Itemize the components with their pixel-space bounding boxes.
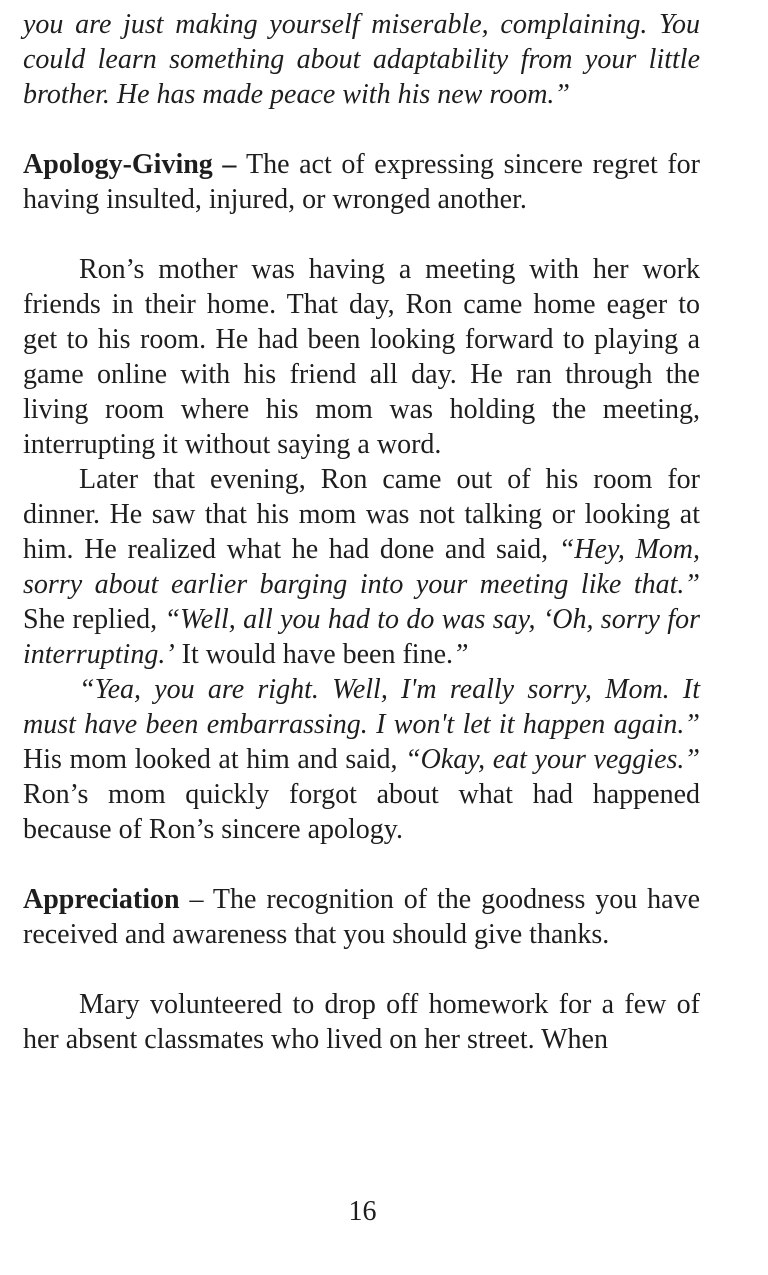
continued-quote-paragraph xyxy=(23,7,700,112)
entry-separator: – xyxy=(212,149,246,180)
entry-definition: The recognition of the goodness you have received and awareness that you should give thanks. xyxy=(23,884,701,950)
dialogue-quote: “Yea, you are right. Well, I'm really sorry, Mom. It must have been embarrassing. I won't let it happen again.” xyxy=(23,674,700,740)
dialogue-quote: “Hey, Mom, sorry about earlier barging into your meeting like that.” xyxy=(23,534,700,600)
continued-quote: you are just making yourself miserable, complaining. You could learn something about adaptability from your little brother. He has made peace with his new room.” xyxy=(23,9,700,110)
entry-definition: The act of expressing sincere regret for having insulted, injured, or wronged another. xyxy=(23,149,700,215)
page-number: 16 xyxy=(348,1196,377,1227)
story-paragraph xyxy=(23,672,700,847)
story-text: Ron’s mother was having a meeting with her work friends in their home. That day, Ron came home eager to get to his room. He had been looking forward to playing a game online with his friend all day. He ran through the living room where his mom was holding the meeting, interrupting it without saying a word. xyxy=(23,254,700,460)
story-text: Mary volunteered to drop off homework for a few of her absent classmates who lived on her street. When xyxy=(23,989,700,1055)
book-page xyxy=(23,7,700,1057)
dialogue-quote: “Okay, eat your veggies.” xyxy=(405,744,700,775)
closing-quote-mark: ” xyxy=(453,639,469,670)
story-text: It would have been fine. xyxy=(174,639,454,670)
story-paragraph xyxy=(23,252,700,462)
entry-term: Apology-Giving xyxy=(23,149,213,180)
story-text: She replied, xyxy=(23,604,165,635)
entry-apology-giving-definition xyxy=(23,147,700,217)
story-paragraph xyxy=(23,987,700,1057)
story-text: Later that evening, Ron came out of his room for dinner. He saw that his mom was not talking or looking at him. He realized what he had done and said, xyxy=(23,464,700,565)
story-text: His mom looked at him and said, xyxy=(23,744,406,775)
entry-appreciation-definition xyxy=(23,882,700,952)
entry-term: Appreciation xyxy=(23,884,180,915)
story-paragraph xyxy=(23,462,700,672)
entry-separator: – xyxy=(179,884,213,915)
story-text: Ron’s mom quickly forgot about what had happened because of Ron’s sincere apology. xyxy=(23,779,700,845)
dialogue-quote: “Well, all you had to do was say, ‘Oh, sorry for interrupting.’ xyxy=(23,604,700,670)
